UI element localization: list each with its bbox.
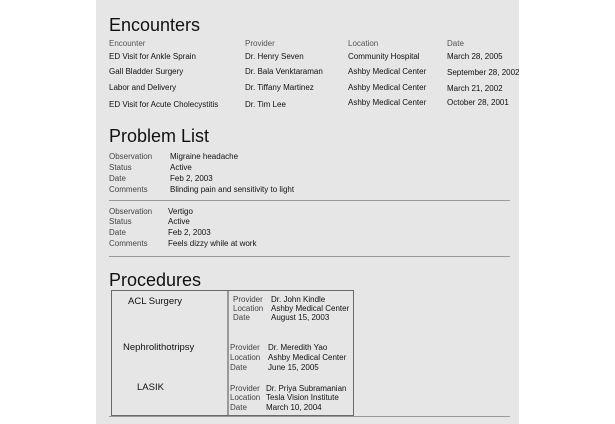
divider bbox=[109, 200, 510, 201]
provider-label: Provider bbox=[230, 343, 260, 352]
encounter-provider: Dr. Tim Lee bbox=[245, 100, 286, 109]
status-label: Status bbox=[109, 217, 132, 226]
status-label: Status bbox=[109, 163, 132, 172]
observation-value: Vertigo bbox=[168, 207, 193, 216]
location-label: Location bbox=[230, 393, 261, 402]
procedure-name: ACL Surgery bbox=[128, 296, 183, 307]
provider-label: Provider bbox=[230, 384, 260, 393]
encounter-location: Ashby Medical Center bbox=[348, 98, 427, 107]
encounter-location: Ashby Medical Center bbox=[348, 83, 427, 92]
date-label: Date bbox=[109, 174, 126, 183]
encounters-title: Encounters bbox=[109, 15, 201, 35]
procedure-date: August 15, 2003 bbox=[271, 313, 330, 322]
encounter-date: March 28, 2005 bbox=[447, 52, 503, 61]
observation-label: Observation bbox=[109, 152, 153, 161]
encounter-name: Gall Bladder Surgery bbox=[109, 67, 184, 76]
problem-list-title: Problem List bbox=[109, 126, 210, 146]
procedures-divider bbox=[227, 291, 229, 415]
status-value: Active bbox=[168, 217, 190, 226]
date-value: Feb 2, 2003 bbox=[168, 228, 211, 237]
location-column-header: Location bbox=[348, 39, 379, 48]
encounter-location: Ashby Medical Center bbox=[348, 67, 427, 76]
procedure-provider: Dr. Priya Subramanian bbox=[266, 384, 347, 393]
procedure-provider: Dr. John Kindle bbox=[271, 295, 326, 304]
procedure-location: Ashby Medical Center bbox=[268, 353, 347, 362]
procedure-provider: Dr. Meredith Yao bbox=[268, 343, 328, 352]
comments-value: Blinding pain and sensitivity to light bbox=[170, 185, 295, 194]
procedure-name: LASIK bbox=[137, 382, 164, 393]
location-label: Location bbox=[233, 304, 264, 313]
encounter-column-header: Encounter bbox=[109, 39, 146, 48]
procedure-location: Ashby Medical Center bbox=[271, 304, 350, 313]
encounter-location: Community Hospital bbox=[348, 52, 420, 61]
encounter-date: September 28, 2002 bbox=[447, 68, 520, 77]
date-label: Date bbox=[230, 403, 247, 412]
encounter-provider: Dr. Bala Venktaraman bbox=[245, 67, 323, 76]
document-panel bbox=[96, 0, 519, 424]
comments-label: Comments bbox=[109, 185, 148, 194]
status-value: Active bbox=[170, 163, 192, 172]
procedures-title: Procedures bbox=[109, 270, 202, 290]
provider-label: Provider bbox=[233, 295, 263, 304]
encounter-provider: Dr. Henry Seven bbox=[245, 52, 304, 61]
date-value: Feb 2, 2003 bbox=[170, 174, 213, 183]
observation-value: Migraine headache bbox=[170, 152, 239, 161]
observation-label: Observation bbox=[109, 207, 153, 216]
encounter-date: October 28, 2001 bbox=[447, 98, 509, 107]
procedure-location: Tesla Vision Institute bbox=[266, 393, 339, 402]
comments-value: Feels dizzy while at work bbox=[168, 239, 257, 248]
divider bbox=[109, 256, 510, 257]
procedure-name: Nephrolithotripsy bbox=[123, 342, 195, 353]
divider bbox=[109, 416, 510, 417]
encounter-date: March 21, 2002 bbox=[447, 84, 503, 93]
date-label: Date bbox=[109, 228, 126, 237]
date-label: Date bbox=[233, 313, 250, 322]
comments-label: Comments bbox=[109, 239, 148, 248]
date-label: Date bbox=[230, 363, 247, 372]
encounter-name: ED Visit for Acute Cholecystitis bbox=[109, 100, 219, 109]
provider-column-header: Provider bbox=[245, 39, 275, 48]
location-label: Location bbox=[230, 353, 261, 362]
encounter-provider: Dr. Tiffany Martinez bbox=[245, 83, 314, 92]
procedure-date: June 15, 2005 bbox=[268, 363, 319, 372]
encounter-name: ED Visit for Ankle Sprain bbox=[109, 52, 197, 61]
date-column-header: Date bbox=[447, 39, 464, 48]
encounter-name: Labor and Delivery bbox=[109, 83, 177, 92]
procedure-date: March 10, 2004 bbox=[266, 403, 322, 412]
